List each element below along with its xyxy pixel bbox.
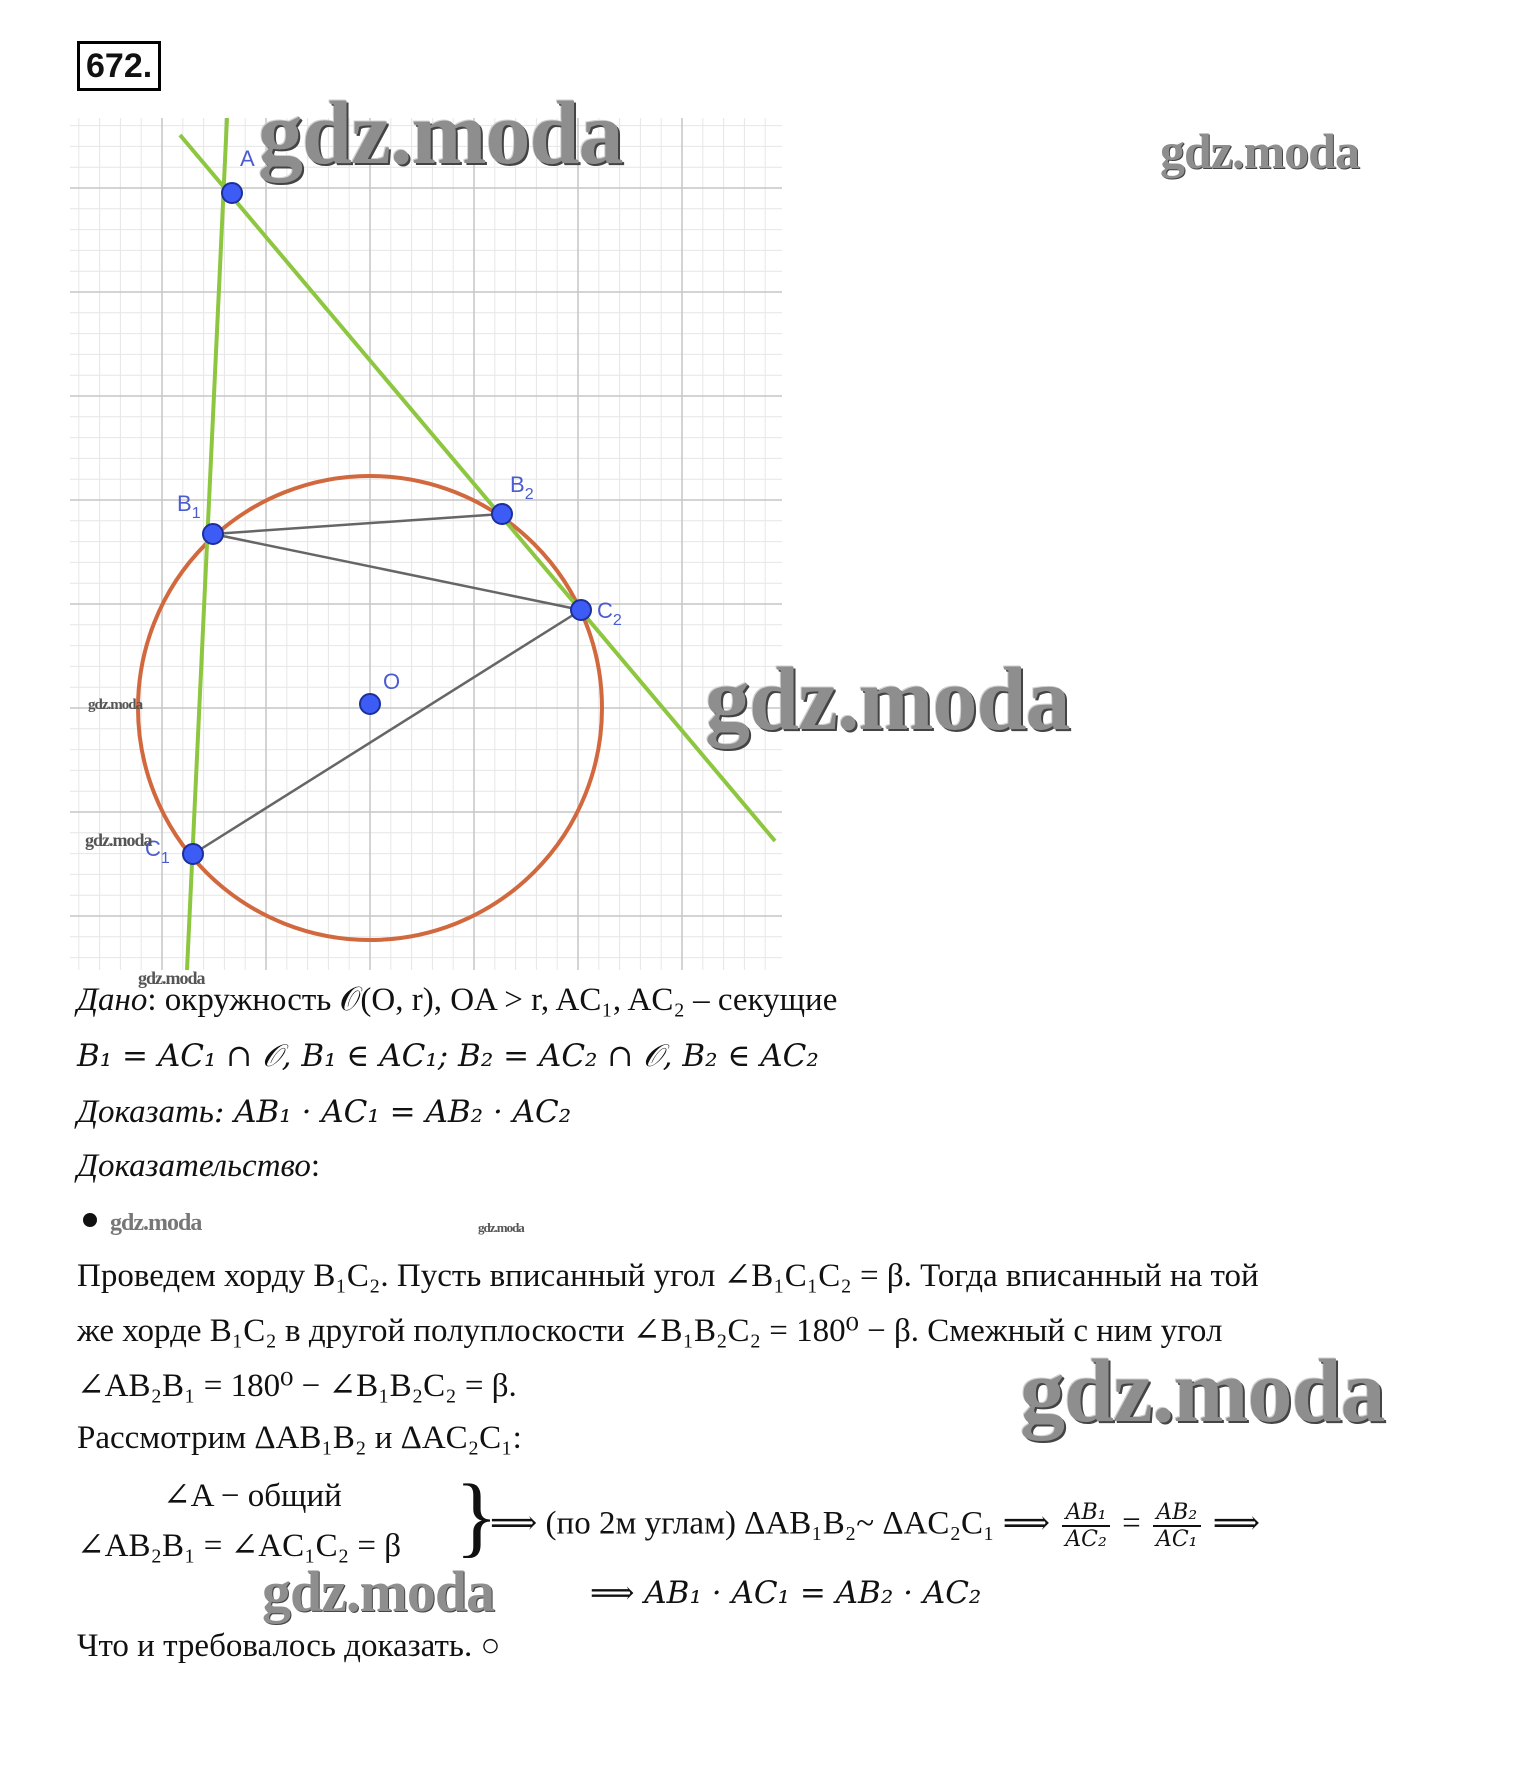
proof-line-1: Проведем хорду B₁C₂. Пусть вписанный угол ∠B₁C₁C₂ = β. Тогда вписанный на той (77, 1258, 1259, 1294)
geometry-figure (70, 118, 782, 970)
qed-line: Что и требовалось доказать. ○ (77, 1628, 501, 1664)
label-o: O (383, 669, 401, 694)
bullet (83, 1213, 97, 1227)
label-c2: $C_2$ (597, 598, 622, 629)
secant-ac2 (180, 135, 775, 841)
watermark-5: gdz.moda (85, 830, 152, 850)
point-c2 (571, 600, 591, 620)
watermark-2: gdz.moda (1160, 123, 1359, 179)
system-line-1: ∠A − общий (163, 1478, 342, 1514)
prove-label: Доказать (77, 1094, 214, 1130)
watermark-3: gdz.moda (705, 650, 1070, 749)
proof-colon: : (310, 1148, 321, 1184)
prove-text: : AB₁ · AC₁ = AB₂ · AC₂ (213, 1094, 572, 1130)
proof-line-2: же хорде B₁C₂ в другой полуплоскости ∠B₁B₂C₂ = 180⁰ − β. Смежный с ним угол (77, 1313, 1223, 1349)
chord-c1c2 (193, 610, 581, 854)
watermark-7: gdz.moda (110, 1210, 202, 1236)
proof-line-3: ∠AB₂B₁ = 180⁰ − ∠B₁B₂C₂ = β. (77, 1368, 517, 1404)
implication-end: ⟹ (1212, 1505, 1261, 1542)
given-label: Дано (77, 982, 148, 1018)
system-brace: } (455, 1467, 499, 1566)
watermark-1: gdz.moda (258, 84, 623, 183)
problem-number: 672. (77, 41, 161, 91)
point-a (222, 183, 242, 203)
watermark-8: gdz.moda (478, 1220, 524, 1235)
secant-ac1 (187, 118, 227, 970)
implication-line (490, 1500, 1260, 1552)
watermark-9: gdz.moda (1020, 1342, 1385, 1441)
equals-sign: = (1122, 1505, 1141, 1542)
result-line: ⟹ AB₁ · AC₁ = AB₂ · AC₂ (590, 1575, 982, 1611)
fraction-2: $\frac{\text{AB₂}}{\text{AC₁}}$ (1153, 1500, 1201, 1552)
proof-line-4: Рассмотрим ΔAB₁B₂ и ΔAC₂C₁: (77, 1420, 522, 1456)
fraction-1: $\frac{\text{AB₁}}{\text{AC₂}}$ (1062, 1500, 1110, 1552)
prove-line (77, 1094, 571, 1131)
watermark-4: gdz.moda (88, 697, 143, 713)
watermark-6: gdz.moda (138, 968, 205, 988)
proof-label: Доказательство (77, 1148, 311, 1184)
given-text: : окружность 𝒪(O, r), OA > r, AC₁, AC₂ – секущие (147, 982, 838, 1018)
system-line-2: ∠AB₂B₁ = ∠AC₁C₂ = β (77, 1528, 402, 1564)
grid (70, 118, 782, 970)
point-b1 (203, 524, 223, 544)
point-o (360, 694, 380, 714)
given-line-1 (77, 982, 837, 1019)
implication-text: ⟹ (по 2м углам) ΔAB₁B₂~ ΔAC₂C₁ ⟹ (490, 1505, 1051, 1542)
given-line-2: B₁ = AC₁ ∩ 𝒪, B₁ ∈ AC₁; B₂ = AC₂ ∩ 𝒪, B₂ ∈ AC₂ (77, 1038, 819, 1074)
proof-heading (77, 1148, 320, 1185)
label-b2: $B_2$ (510, 472, 534, 503)
chord-b1b2 (213, 514, 502, 534)
label-c1: $C_1$ (145, 836, 170, 867)
point-b2 (492, 504, 512, 524)
watermark-10: gdz.moda (262, 1559, 495, 1624)
point-c1 (183, 844, 203, 864)
label-a: A (240, 146, 255, 171)
label-b1: $B_1$ (177, 491, 201, 522)
